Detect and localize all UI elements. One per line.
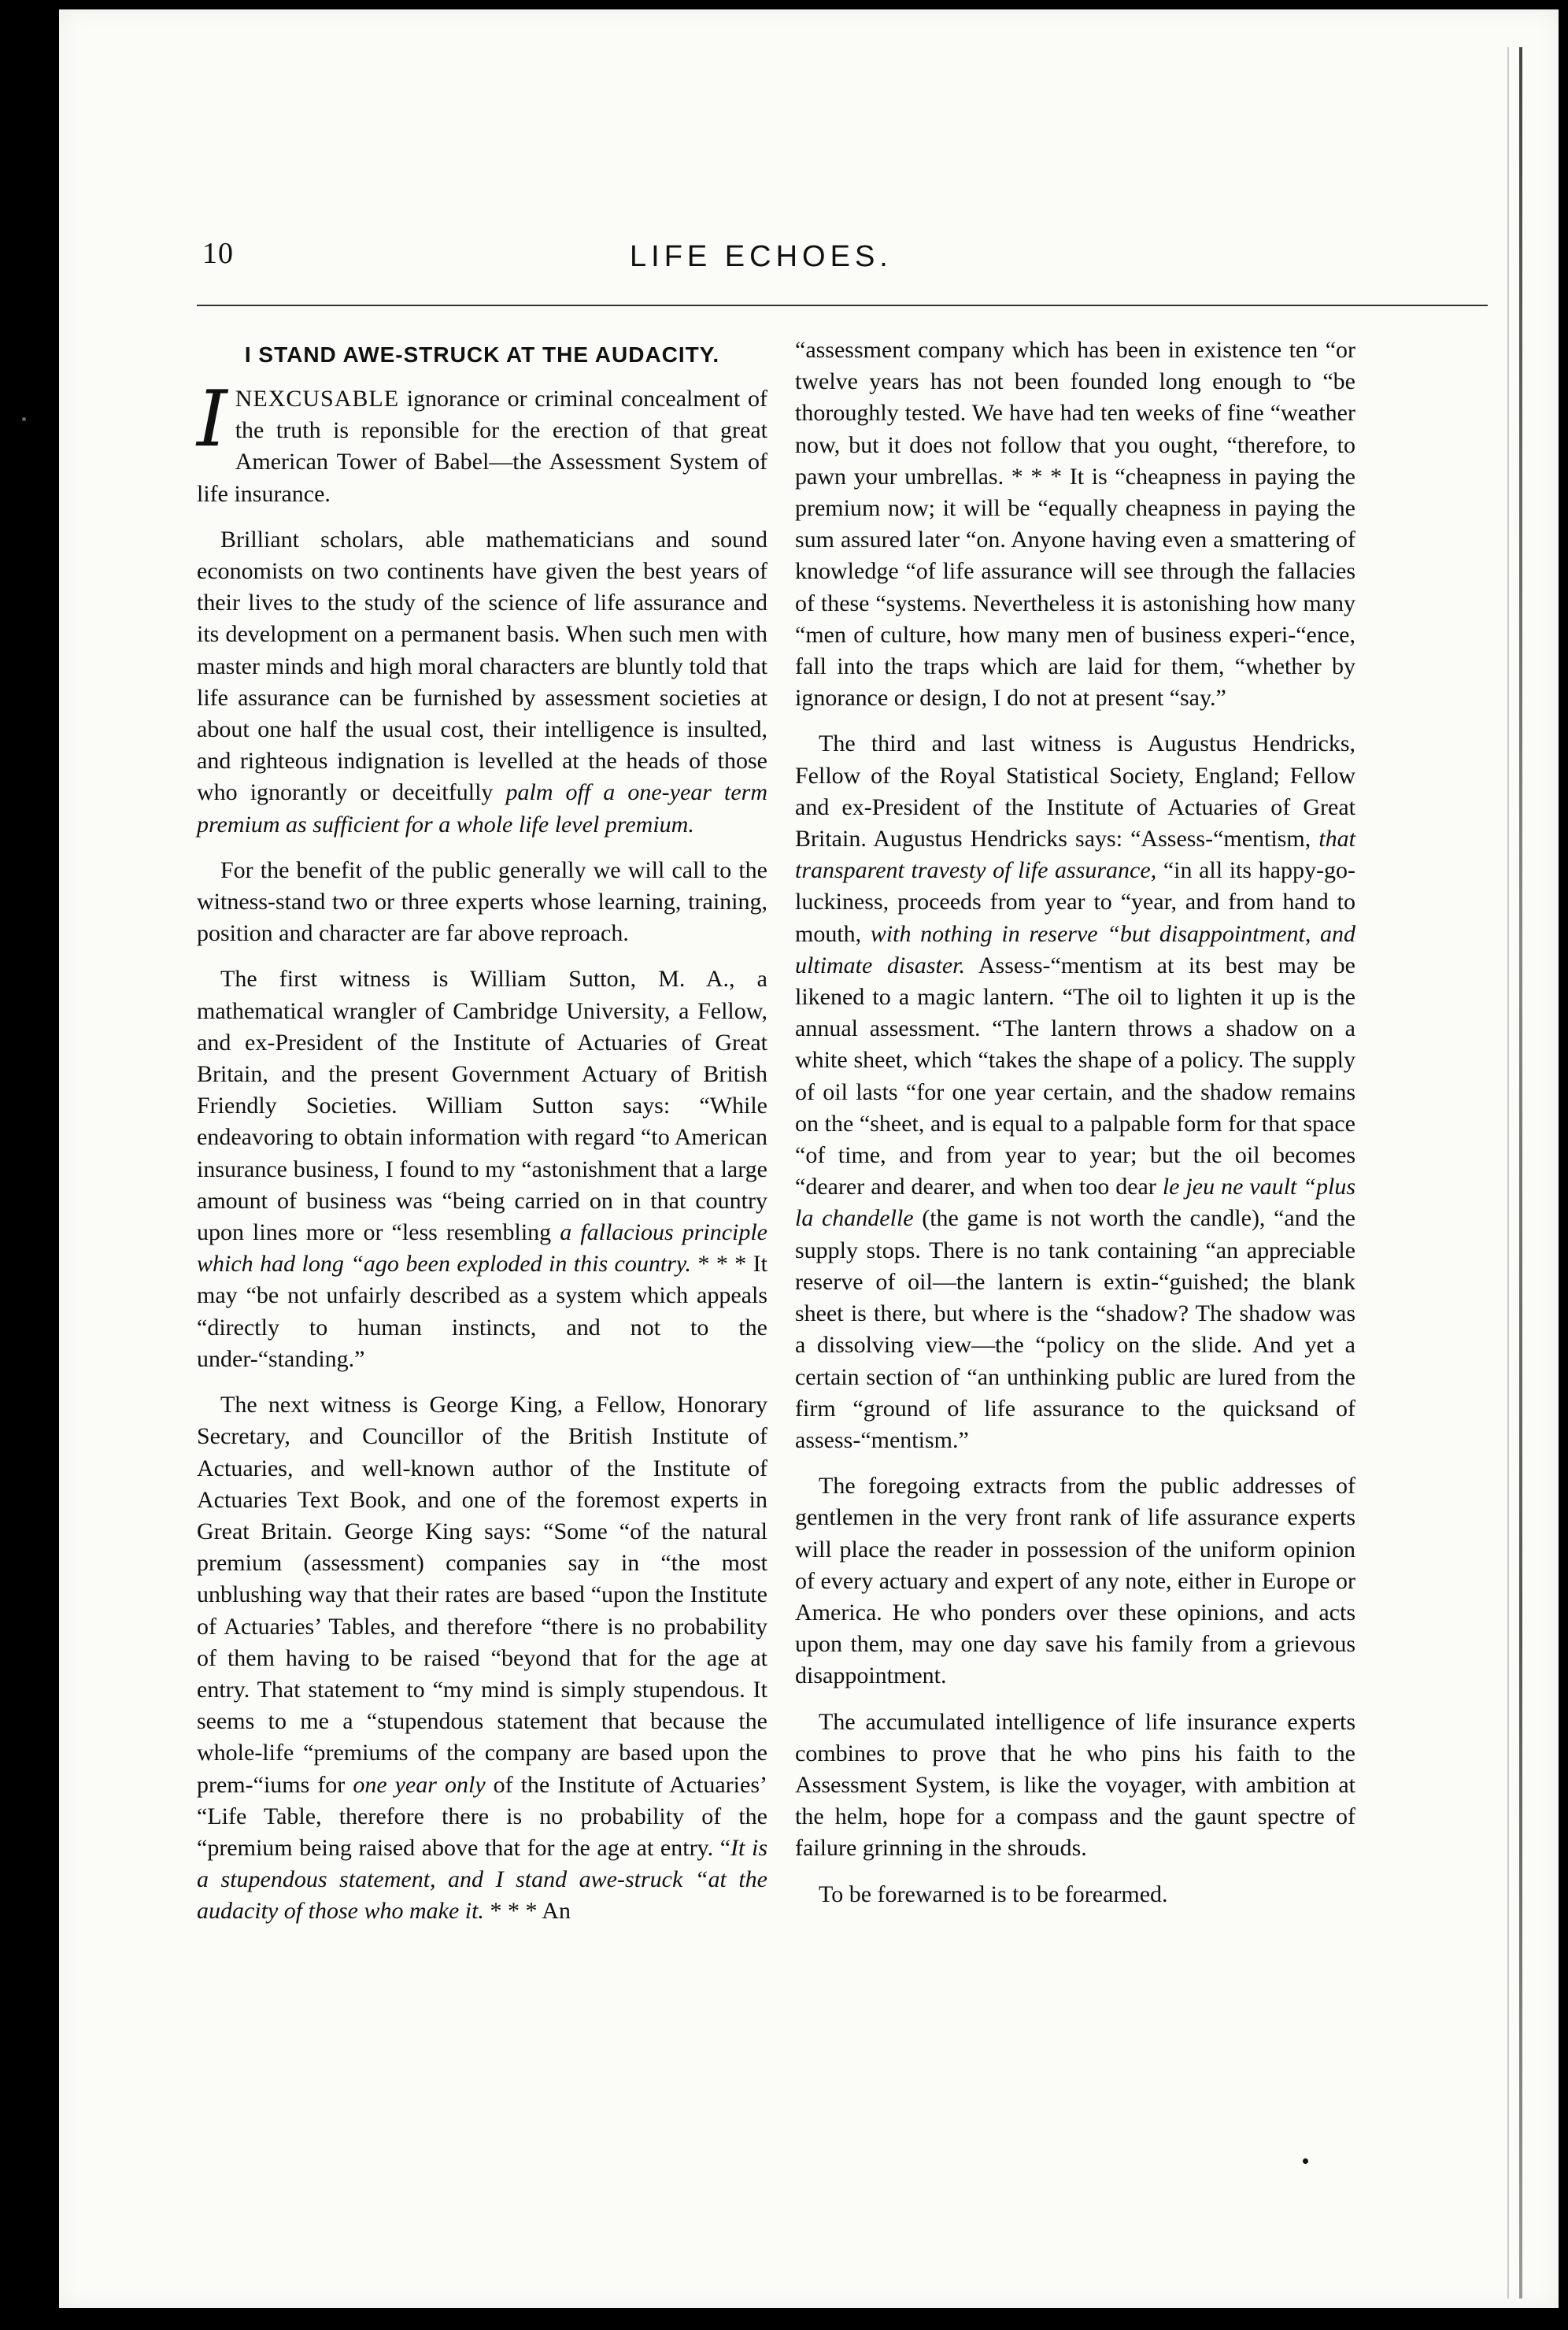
page-edge-line bbox=[1507, 47, 1509, 2299]
right-paragraph-2-italic-3: le jeu ne vault “plus la chandelle bbox=[795, 1174, 1355, 1232]
paragraph-4-italic: a fallacious principle which had long “ago been exploded in this country. bbox=[197, 1219, 767, 1278]
paragraph-2-italic: palm off a one-year term premium as sufficient for a whole life level premium. bbox=[197, 779, 767, 838]
paragraph-1 bbox=[197, 375, 767, 510]
paragraph-4-text-b: * * * It may “be not unfairly described as a system which appeals “directly to human instincts, and not to the under-“standing.” bbox=[197, 1251, 767, 1372]
right-paragraph-2-text-b: “in all its happy-go-luckiness, proceeds from year to “year, and from hand to mouth, bbox=[795, 857, 1355, 947]
article-headline: I STAND AWE-STRUCK AT THE AUDACITY. bbox=[244, 342, 720, 367]
paragraph-5-italic-1: one year only bbox=[353, 1771, 486, 1798]
ink-speck bbox=[22, 417, 26, 421]
paragraph-2-text: Brilliant scholars, able mathematicians and sound economists on two continents have given the best years of their lives to the study of the science of life assurance and its development on a permanent basis. When such men with master minds and high moral characters are bluntly told that life assurance can be furnished by assessment societies at about one half the usual cost, their intelligence is insulted, and righteous indignation is levelled at the heads of those who ignorantly or deceitfully bbox=[197, 526, 767, 806]
header-rule bbox=[197, 305, 1488, 306]
right-paragraph-2-text-d: (the game is not worth the candle), “and the supply stops. There is no tank containing “an appreciable reserve of oil—the lantern is extin-“guished; the blank sheet is there, but where is the “shadow? The shadow was a dissolving view—the “policy on the slide. And yet a certain section of “an unthinking public are lured from the firm “ground of life assurance to the quicksand of assess-“mentism.” bbox=[795, 1205, 1355, 1453]
right-paragraph-3: The foregoing extracts from the public addresses of gentlemen in the very front rank of life assurance experts will place the reader in possession of the uniform opinion of every actuary and expert of any note, either in Europe or America. He who ponders over these opinions, and acts upon them, may one day save his family from a grievous disappointment. bbox=[795, 1473, 1355, 1689]
paragraph-1-text: ignorance or criminal concealment of the truth is reponsible for the erection of that great American Tower of Babel—the Assessment System of life insurance. bbox=[197, 386, 767, 507]
right-paragraph-2-italic-2: with nothing in reserve “but disappointment, and ultimate disaster. bbox=[795, 920, 1356, 978]
paragraph-5-text-c: * * * An bbox=[483, 1898, 571, 1925]
right-paragraph-2 bbox=[795, 728, 1355, 1456]
right-column bbox=[795, 335, 1355, 1925]
ink-speck bbox=[1303, 2158, 1308, 2164]
right-paragraph-2-text-c: Assess-“mentism at its best may be likened to a magic lantern. “The oil to lighten it up is the annual assessment. “The lantern throws a shadow on a white sheet, which “takes the shape of a policy. The supply of oil lasts “for one year certain, and the shadow remains on the “sheet, and is equal to a palpable form for that space “of time, and from year to year; but the oil becomes “dearer and dearer, and when too dear bbox=[795, 952, 1355, 1200]
right-paragraph-2-italic-1: that transparent travesty of life assurance, bbox=[795, 826, 1355, 884]
running-head: LIFE ECHOES. bbox=[630, 240, 893, 273]
paragraph-5-text-a: The next witness is George King, a Fellow, Honorary Secretary, and Councillor of the British Institute of Actuaries, and well-known author of the Institute of Actuaries Text Book, and one of the foremost experts in Great Britain. George King says: “Some “of the natural premium (assessment) companies say in “the most unblushing way that their rates are based “upon the Institute of Actuaries’ Tables, and therefore “there is no probability of them having to be raised “beyond that for the age at entry. That statement to “my mind is simply stupendous. It seems to me a “stupendous statement that because the whole-life “premiums of the company are based upon the prem-“iums for bbox=[197, 1392, 767, 1798]
page-number: 10 bbox=[202, 237, 234, 270]
first-word: NEXCUSABLE bbox=[235, 386, 400, 412]
right-paragraph-1: “assessment company which has been in existence ten “or twelve years has not been founded long enough to “be thoroughly tested. We have had ten weeks of fine “weather now, but it does not follow that you ought, “therefore, to pawn your umbrellas. * * * It is “cheapness in paying the premium now; it will be “equally cheapness in paying the sum assured later “on. Anyone having even a smattering of knowledge “of life assurance will see through the fallacies of these “systems. Nevertheless it is astonishing how many “men of culture, how many men of business experi-“ence, fall into the traps which are laid for them, “whether by ignorance or design, I do not at present “say.” bbox=[795, 337, 1355, 712]
scan-edge bbox=[0, 0, 59, 2330]
page-fold bbox=[1519, 47, 1522, 2299]
right-paragraph-5: To be forewarned is to be forearmed. bbox=[819, 1881, 1168, 1907]
paragraph-3: For the benefit of the public generally we will call to the witness-stand two or three experts whose learning, training, position and character are far above reproach. bbox=[197, 856, 767, 947]
paragraph-2 bbox=[197, 524, 767, 841]
right-paragraph-2-text-a: The third and last witness is Augustus Hendricks, Fellow of the Royal Statistical Society, England; Fellow and ex-President of the Institute of Actuaries of Great Britain. Augustus Hendricks says: “Assess-“mentism, bbox=[795, 730, 1355, 852]
drop-cap: I bbox=[197, 375, 227, 464]
paragraph-5 bbox=[197, 1389, 767, 1927]
left-column bbox=[197, 335, 767, 1942]
paragraph-4-text-a: The first witness is William Sutton, M. A., a mathematical wrangler of Cambridge University, a Fellow, and ex-President of the Institute of Actuaries of Great Britain, and the present Government Actuary of British Friendly Societies. William Sutton says: “While endeavoring to obtain information with regard “to American insurance business, I found to my “astonishment that a large amount of business was “being carried on in that country upon lines more or “less resembling bbox=[197, 966, 767, 1246]
paragraph-5-italic-2: It is a stupendous statement, and I stand awe-struck “at the audacity of those who make it. bbox=[197, 1834, 767, 1925]
paragraph-5-text-b: of the Institute of Actuaries’ “Life Table, therefore there is no probability of the “premium being raised above that for the age at entry. “ bbox=[197, 1771, 768, 1861]
paragraph-4 bbox=[197, 963, 767, 1375]
right-paragraph-4: The accumulated intelligence of life insurance experts combines to prove that he who pins his faith to the Assessment System, is like the voyager, with ambition at the helm, hope for a compass and the gaunt spectre of failure grinning in the shrouds. bbox=[795, 1708, 1355, 1862]
